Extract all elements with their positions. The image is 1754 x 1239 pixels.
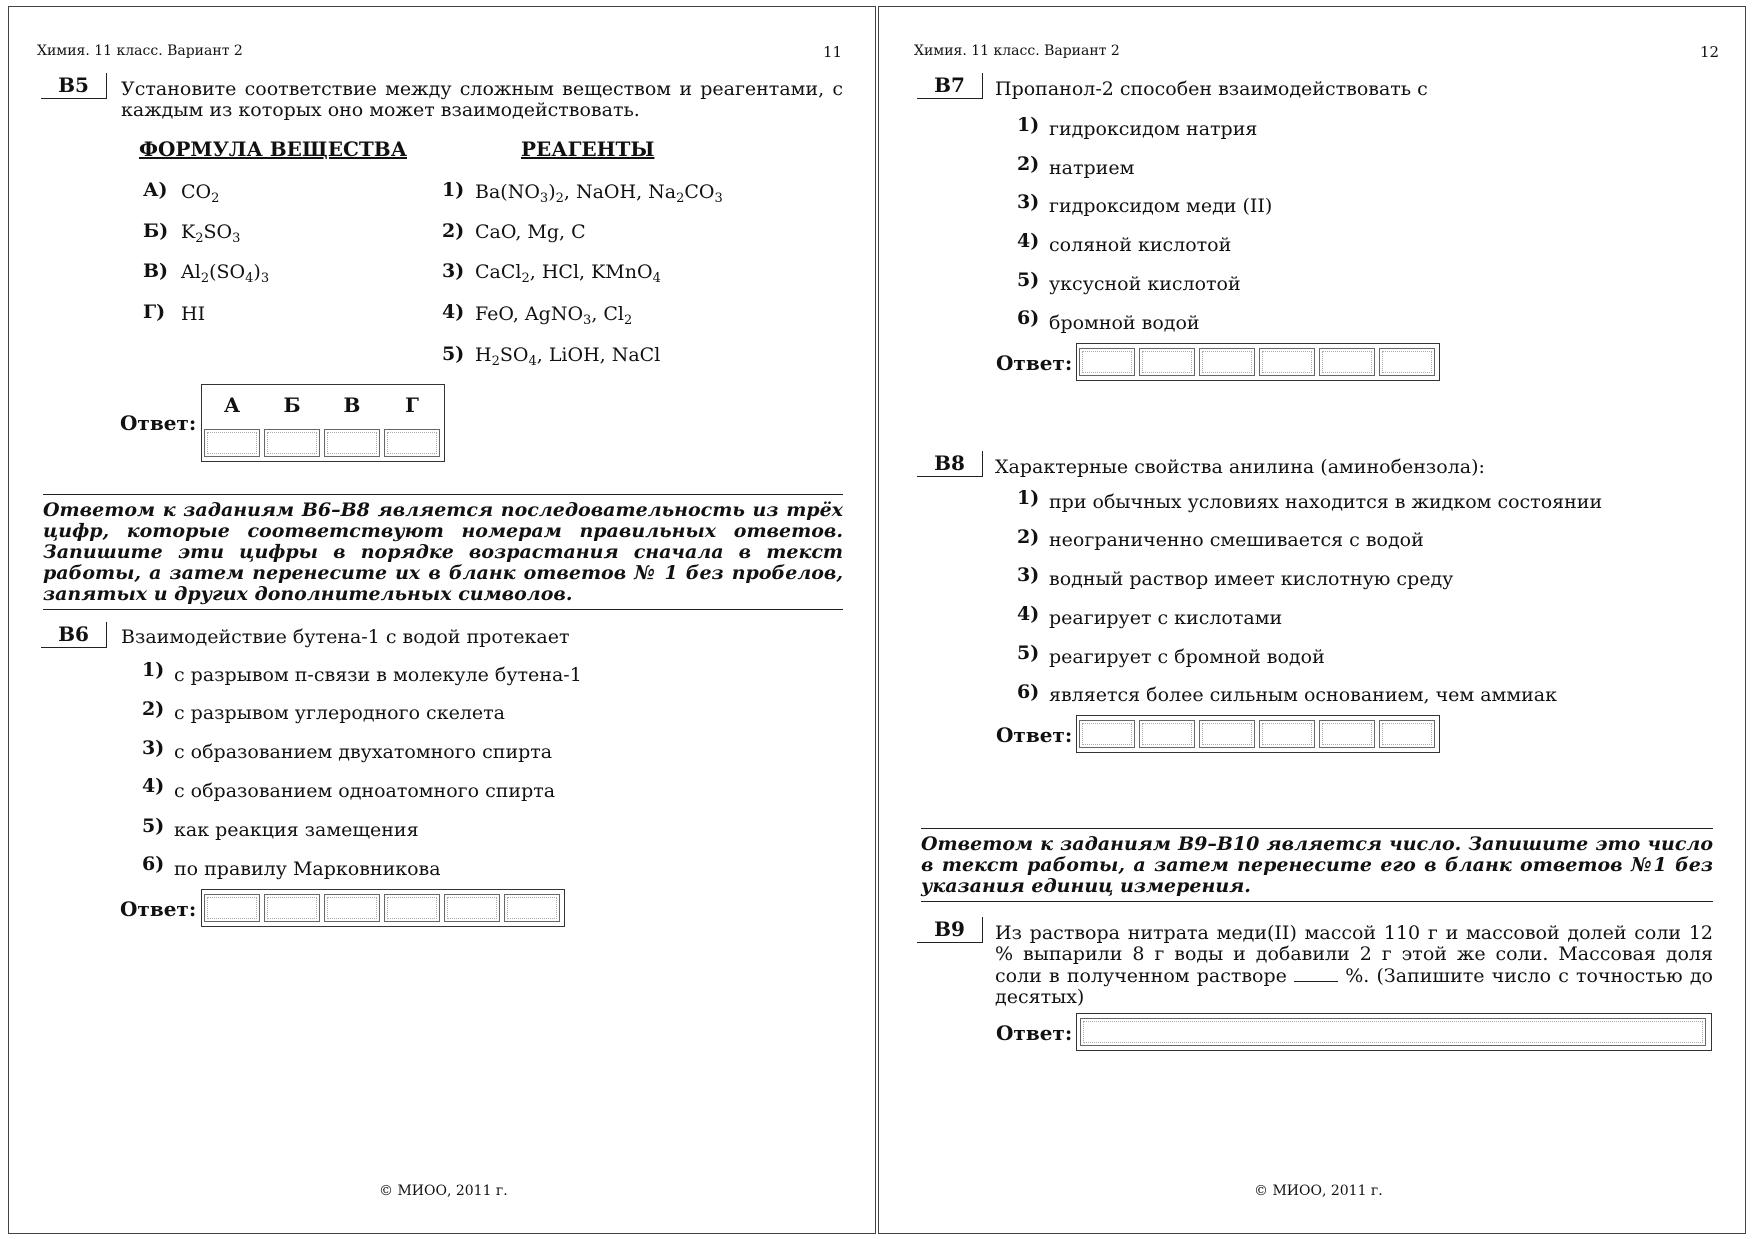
- answer-cell[interactable]: [504, 894, 560, 922]
- option-key: 6): [142, 853, 165, 875]
- option-key: 4): [1017, 230, 1040, 252]
- page-header-title: Химия. 11 класс. Вариант 2: [914, 43, 1120, 59]
- answer-cell[interactable]: [1259, 348, 1315, 376]
- answer-column-header: А: [223, 393, 241, 417]
- option-text: неограниченно смешивается с водой: [1049, 529, 1424, 551]
- reagent-text: CaCl$_2$, HCl, KMnO$_4$: [475, 261, 661, 286]
- option-key: 3): [1017, 191, 1040, 213]
- option-key: 3): [1017, 564, 1040, 586]
- task-question-b9-part2: %. (Запишите число с точностью до десятых): [995, 965, 1713, 1008]
- option-key: 5): [1017, 269, 1040, 291]
- reagent-text: FeO, AgNO$_3$, $Cl_2$: [475, 303, 633, 328]
- option-key: 4): [1017, 603, 1040, 625]
- option-text: при обычных условиях находится в жидком состоянии: [1049, 491, 1603, 513]
- option-key: 2): [1017, 153, 1040, 175]
- task-question-b7: Пропанол-2 способен взаимодействовать с: [995, 78, 1428, 100]
- answer-column-header: В: [343, 393, 361, 417]
- page-number: 11: [823, 43, 843, 61]
- answer-blank: [1294, 965, 1338, 982]
- option-text: бромной водой: [1049, 312, 1200, 334]
- left-page: [8, 6, 876, 1234]
- substance-formula: HI: [181, 303, 206, 325]
- option-text: водный раствор имеет кислотную среду: [1049, 568, 1454, 590]
- answer-cell[interactable]: [204, 429, 260, 457]
- option-text: с разрывом п-связи в молекуле бутена-1: [174, 664, 582, 686]
- option-text: с образованием двухатомного спирта: [174, 741, 553, 763]
- answer-label-b7: Ответ:: [996, 351, 1073, 375]
- answer-table-b6: [201, 889, 565, 927]
- page-header-title: Химия. 11 класс. Вариант 2: [37, 43, 243, 59]
- option-text: с разрывом углеродного скелета: [174, 702, 505, 724]
- reagent-text: $H_2SO_4$, LiOH, NaCl: [475, 344, 661, 369]
- task-question-b8: Характерные свойства анилина (аминобензола):: [995, 456, 1485, 478]
- option-text: реагирует с кислотами: [1049, 607, 1283, 629]
- answer-table-b8: [1076, 715, 1440, 753]
- task-label-b9: B9: [917, 917, 983, 943]
- answer-cell[interactable]: [1319, 720, 1375, 748]
- instruction-b9-b10: Ответом к заданиям В9–В10 является число. Запишите это число в текст работы, а затем перенесите его в бланк ответов №1 без указания единиц измерения.: [921, 828, 1713, 902]
- answer-cell[interactable]: [1079, 720, 1135, 748]
- option-text: уксусной кислотой: [1049, 273, 1241, 295]
- reagent-text: $Ba(NO_3)_2$, NaOH, $Na_2CO_3$: [475, 181, 723, 206]
- option-key: 6): [1017, 307, 1040, 329]
- page-footer: © МИОО, 2011 г.: [379, 1183, 508, 1199]
- answer-input[interactable]: [1080, 1018, 1706, 1046]
- reagent-key: 4): [442, 301, 465, 323]
- column-header-formula: ФОРМУЛА ВЕЩЕСТВА: [139, 137, 407, 161]
- option-key: 6): [1017, 681, 1040, 703]
- reagent-key: 3): [442, 260, 465, 282]
- answer-column-header: Г: [405, 393, 419, 417]
- answer-cell[interactable]: [1379, 720, 1435, 748]
- substance-key: Б): [143, 220, 169, 242]
- task-label-b8: B8: [917, 451, 983, 477]
- option-text: реагирует с бромной водой: [1049, 646, 1325, 668]
- substance-formula: $CO_2$: [181, 181, 220, 206]
- page-footer: © МИОО, 2011 г.: [1254, 1183, 1383, 1199]
- task-question-b6: Взаимодействие бутена-1 с водой протекает: [121, 626, 570, 648]
- reagent-key: 1): [442, 179, 465, 201]
- option-text: по правилу Марковникова: [174, 858, 441, 880]
- answer-cell[interactable]: [264, 894, 320, 922]
- option-text: является более сильным основанием, чем аммиак: [1049, 684, 1557, 706]
- substance-key: А): [143, 179, 168, 201]
- answer-label-b8: Ответ:: [996, 723, 1073, 747]
- instruction-b6-b8: Ответом к заданиям В6–В8 является последовательность из трёх цифр, которые соответствуют номерам правильных ответов. Запишите эти цифры в порядке возрастания сначала в текст работы, а затем перенесите их в бланк ответов № 1 без пробелов, запятых и других дополнительных символов.: [43, 494, 843, 610]
- option-text: натрием: [1049, 157, 1135, 179]
- substance-key: Г): [143, 301, 166, 323]
- option-text: как реакция замещения: [174, 819, 419, 841]
- task-question-b9: [995, 923, 1713, 1008]
- answer-label-b6: Ответ:: [120, 897, 197, 921]
- answer-table-header: [204, 393, 440, 417]
- answer-column-header: Б: [283, 393, 301, 417]
- answer-cell[interactable]: [324, 429, 380, 457]
- option-text: соляной кислотой: [1049, 234, 1232, 256]
- answer-cell[interactable]: [444, 894, 500, 922]
- answer-cell[interactable]: [204, 894, 260, 922]
- reagent-key: 2): [442, 220, 465, 242]
- option-text: гидроксидом натрия: [1049, 118, 1258, 140]
- task-label-b7: B7: [917, 73, 983, 99]
- task-label-b6: B6: [41, 622, 107, 648]
- answer-label-b5: Ответ:: [120, 411, 197, 435]
- answer-cell[interactable]: [1199, 348, 1255, 376]
- option-key: 4): [142, 775, 165, 797]
- answer-cell[interactable]: [384, 894, 440, 922]
- answer-cell[interactable]: [1379, 348, 1435, 376]
- answer-table-b7: [1076, 343, 1440, 381]
- substance-key: В): [143, 260, 169, 282]
- answer-label-b9: Ответ:: [996, 1021, 1073, 1045]
- column-header-reagents: РЕАГЕНТЫ: [521, 137, 655, 161]
- answer-cell[interactable]: [324, 894, 380, 922]
- option-key: 3): [142, 737, 165, 759]
- option-key: 2): [142, 698, 165, 720]
- substance-formula: $Al_2(SO_4)_3$: [181, 261, 270, 286]
- answer-cell[interactable]: [384, 429, 440, 457]
- task-label-b5: B5: [41, 73, 107, 99]
- answer-field-b9: [1076, 1013, 1712, 1051]
- option-key: 1): [1017, 487, 1040, 509]
- answer-cell[interactable]: [1199, 720, 1255, 748]
- answer-cell[interactable]: [264, 429, 320, 457]
- option-text: с образованием одноатомного спирта: [174, 780, 556, 802]
- task-question-b5: Установите соответствие между сложным веществом и реагентами, с каждым из которых оно может взаимодействовать.: [121, 78, 843, 121]
- option-key: 5): [1017, 642, 1040, 664]
- option-key: 5): [142, 815, 165, 837]
- answer-cell[interactable]: [1139, 348, 1195, 376]
- answer-cell[interactable]: [1079, 348, 1135, 376]
- reagent-text: CaO, Mg, C: [475, 221, 586, 243]
- answer-cell[interactable]: [1139, 720, 1195, 748]
- option-key: 1): [142, 659, 165, 681]
- option-key: 2): [1017, 526, 1040, 548]
- option-text: гидроксидом меди (II): [1049, 195, 1273, 217]
- option-key: 1): [1017, 114, 1040, 136]
- right-page: [878, 6, 1746, 1234]
- page-number: 12: [1700, 43, 1720, 61]
- substance-formula: $K_2SO_3$: [181, 221, 241, 246]
- task-question-b9-part1: Из раствора нитрата меди(II) массой 110 г и массовой долей соли 12 % выпарили 8 г воды и добавили 2 г этой же соли. Массовая доля соли в полученном растворе: [995, 922, 1713, 987]
- reagent-key: 5): [442, 343, 465, 365]
- answer-cell[interactable]: [1319, 348, 1375, 376]
- answer-cell[interactable]: [1259, 720, 1315, 748]
